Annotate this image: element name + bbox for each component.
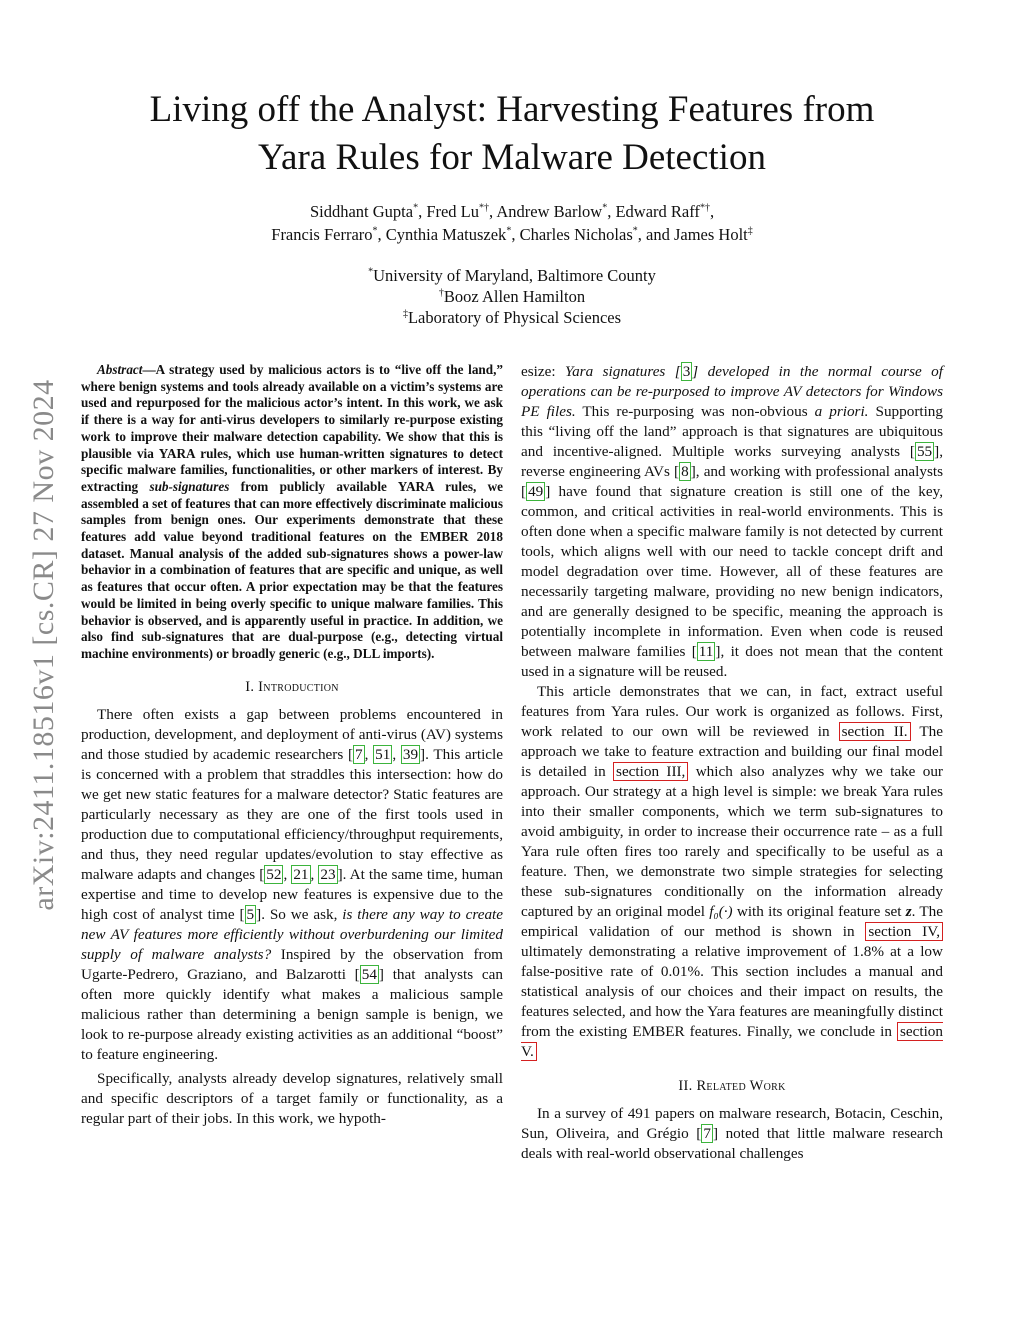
- arxiv-sidebar: [22, 345, 66, 945]
- affiliation: ‡Laboratory of Physical Sciences: [402, 308, 622, 327]
- citation-link[interactable]: 54: [361, 965, 377, 983]
- citation-link[interactable]: 21: [293, 865, 309, 883]
- author: and James Holt: [646, 225, 748, 244]
- citation-link[interactable]: 7: [703, 1125, 711, 1142]
- author: Francis Ferraro: [271, 225, 373, 244]
- title-line-1: Living off the Analyst: Harvesting Features from: [149, 89, 875, 130]
- intro-paragraph-2: Specifically, analysts already develop signatures, relatively small and specific descriptors of a target family or functionality, as a regular part of their jobs. In this work, we hypoth-: [81, 1069, 503, 1127]
- author: Charles Nicholas: [519, 225, 633, 244]
- citation-link[interactable]: 5: [246, 905, 255, 923]
- section-link[interactable]: section III,: [613, 762, 688, 781]
- math-f0: f₀(·): [709, 903, 733, 920]
- section-heading-introduction: I. Introduction: [245, 678, 339, 695]
- intro-paragraph-1: There often exists a gap between problems encountered in production, development, and deployment of anti-virus (AV) systems and those studied by academic researchers [ 7 , 51 , 39 ]. This article is concerned with a problem that straddles this intersection: how do we get new static features for a malware detector? Static features are particularly necessary as they are one of the first tools used in production due to computational efficiency/throughput requirements, and thus, they need regular updates/evolution to stay effective as malware adapts and changes [ 52 , 21 , 23 ]. At the same time, human expertise and time to develop new features is expensive due to the high cost of analyst time [ 5 ]. So we ask, is there any way to create new AV features more efficiently without overburdening our limited supply of malware analysts? Inspired by the observation from Ugarte-Pedrero, Graziano, and Balzarotti [ 54 ] that analysts can often more quickly identify what makes a malicious sample malicious rather than determining a benign sample is benign, we look to re-purpose already existing activities as an additional “boost” to feature engineering.: [81, 705, 504, 1063]
- author: Fred Lu: [426, 202, 480, 221]
- citation-link[interactable]: 3: [682, 363, 691, 380]
- section-link[interactable]: section IV,: [865, 922, 943, 941]
- author-list: Siddhant Gupta*, Fred Lu*†, Andrew Barlow*, Edward Raff*†, Francis Ferraro*, Cynthia Matuszek*, Charles Nicholas*, and James Holt‡: [271, 202, 753, 244]
- affiliations: [80, 265, 944, 328]
- title-line-2: Yara Rules for Malware Detection: [258, 137, 766, 178]
- section-heading-related-work: II. Related Work: [678, 1078, 786, 1094]
- author: Edward Raff: [615, 202, 700, 221]
- right-column: [521, 362, 943, 1164]
- citation-link[interactable]: 23: [320, 865, 336, 883]
- section-link[interactable]: section V.: [521, 1023, 943, 1060]
- abstract: Abstract—A strategy used by malicious actors is to “live off the land,” where benign systems and tools already available on a victim’s systems are used and repurposed for the malicious actor’s intent. In this work, we ask if there is a way for anti-virus developers to similarly re-purpose existing work to improve their malware detection capability. We show that this is plausible via YARA rules, which use human-written signatures to detect specific malware families, functionalities, or other markers of interest. By extracting sub-signatures from publicly available YARA rules, we assembled a set of features that can more effectively discriminate malicious samples from benign ones. Our experiments demonstrate that these features add value beyond traditional features on the EMBER 2018 dataset. Manual analysis of the added sub-signatures shows a power-law behavior in a combination of features that are specific and unique, as well as features that occur often. A prior expectation may be that the features would be limited in being overly specific to unique malware families. This behavior is observed, and is apparently useful in practice. In addition, we also find sub-signatures that are dual-purpose (e.g., detecting virtual machine environments) or broadly generic (e.g., DLL imports).: [81, 362, 504, 661]
- section-link[interactable]: section II.: [839, 722, 911, 741]
- affiliation: †Booz Allen Hamilton: [438, 287, 586, 306]
- paper-title: [80, 86, 944, 182]
- affiliation: *University of Maryland, Baltimore County: [368, 266, 656, 285]
- citation-link[interactable]: 11: [698, 643, 714, 660]
- author: Andrew Barlow: [496, 202, 603, 221]
- citation-link[interactable]: 39: [402, 745, 419, 763]
- author: Cynthia Matuszek: [385, 225, 507, 244]
- citation-link[interactable]: 7: [355, 745, 363, 763]
- author: Siddhant Gupta: [309, 202, 414, 221]
- arxiv-identifier: arXiv:2411.18516v1 [cs.CR] 27 Nov 2024: [27, 379, 60, 911]
- citation-link[interactable]: 52: [266, 865, 282, 883]
- citation-link[interactable]: 8: [681, 463, 689, 480]
- related-paragraph-1: In a survey of 491 papers on malware research, Botacin, Ceschin, Sun, Oliveira, and Grégio [ 7 ] noted that little malware research deals with real-world observational challenges: [521, 1105, 943, 1162]
- citation-link[interactable]: 55: [916, 443, 933, 460]
- intro-paragraph-4: This article demonstrates that we can, in fact, extract useful features from Yara rules. Our work is organized as follows. First, work related to our own will be reviewed in section II. The approach we take to feature extraction and building our final model is detailed in section III, which also analyzes why we take our approach. Our strategy at a high level is simple: we break Yara rules into their smaller components, which we term sub-signatures to avoid ambiguity, in order to increase their occurrence rate – as a full Yara rule often fires too rarely and specifically to be useful as a feature. Then, we demonstrate two simple strategies for selecting these sub-signatures conditionally on the information already captured by an original model f₀(·) with its original feature set z. The empirical validation of our method is shown in section IV, ultimately demonstrating a relative improvement of 1.8% at a low false-positive rate of 0.01%. This section includes a manual and statistical analysis of our choices and their impact on results, the features selected, and how the Yara features are meaningfully distinct from the existing EMBER features. Finally, we conclude in section V.: [521, 683, 943, 1060]
- citation-link[interactable]: 49: [528, 483, 544, 500]
- intro-paragraph-3: esize: Yara signatures [ 3 ] developed in the normal course of operations can be re-purposed to improve AV detectors for Windows PE files. This re-purposing was non-obvious a priori. Supporting this “living off the land” approach is that signatures are ubiquitous and incentive-aligned. Multiple works surveying analysts [ 55 ], reverse engineering AVs [ 8 ], and working with professional analysts [ 49 ] have found that signature creation is still one of the key, common, and critical activities in real-world environments. This is often done when a specific malware family is not detected by current tools, which aligns well with our need to tackle concept drift and model degradation over time. However, all of these features are necessarily targeting malware, providing no new benign indicators, and are generally designed to be specific, meaning the approach is potentially incomplete in information. Even when code is reused between malware families [ 11 ], it does not mean that the content used in a signature will be reused.: [521, 363, 943, 680]
- math-z: z: [905, 903, 912, 920]
- left-column: [81, 362, 503, 1129]
- citation-link[interactable]: 51: [375, 745, 391, 763]
